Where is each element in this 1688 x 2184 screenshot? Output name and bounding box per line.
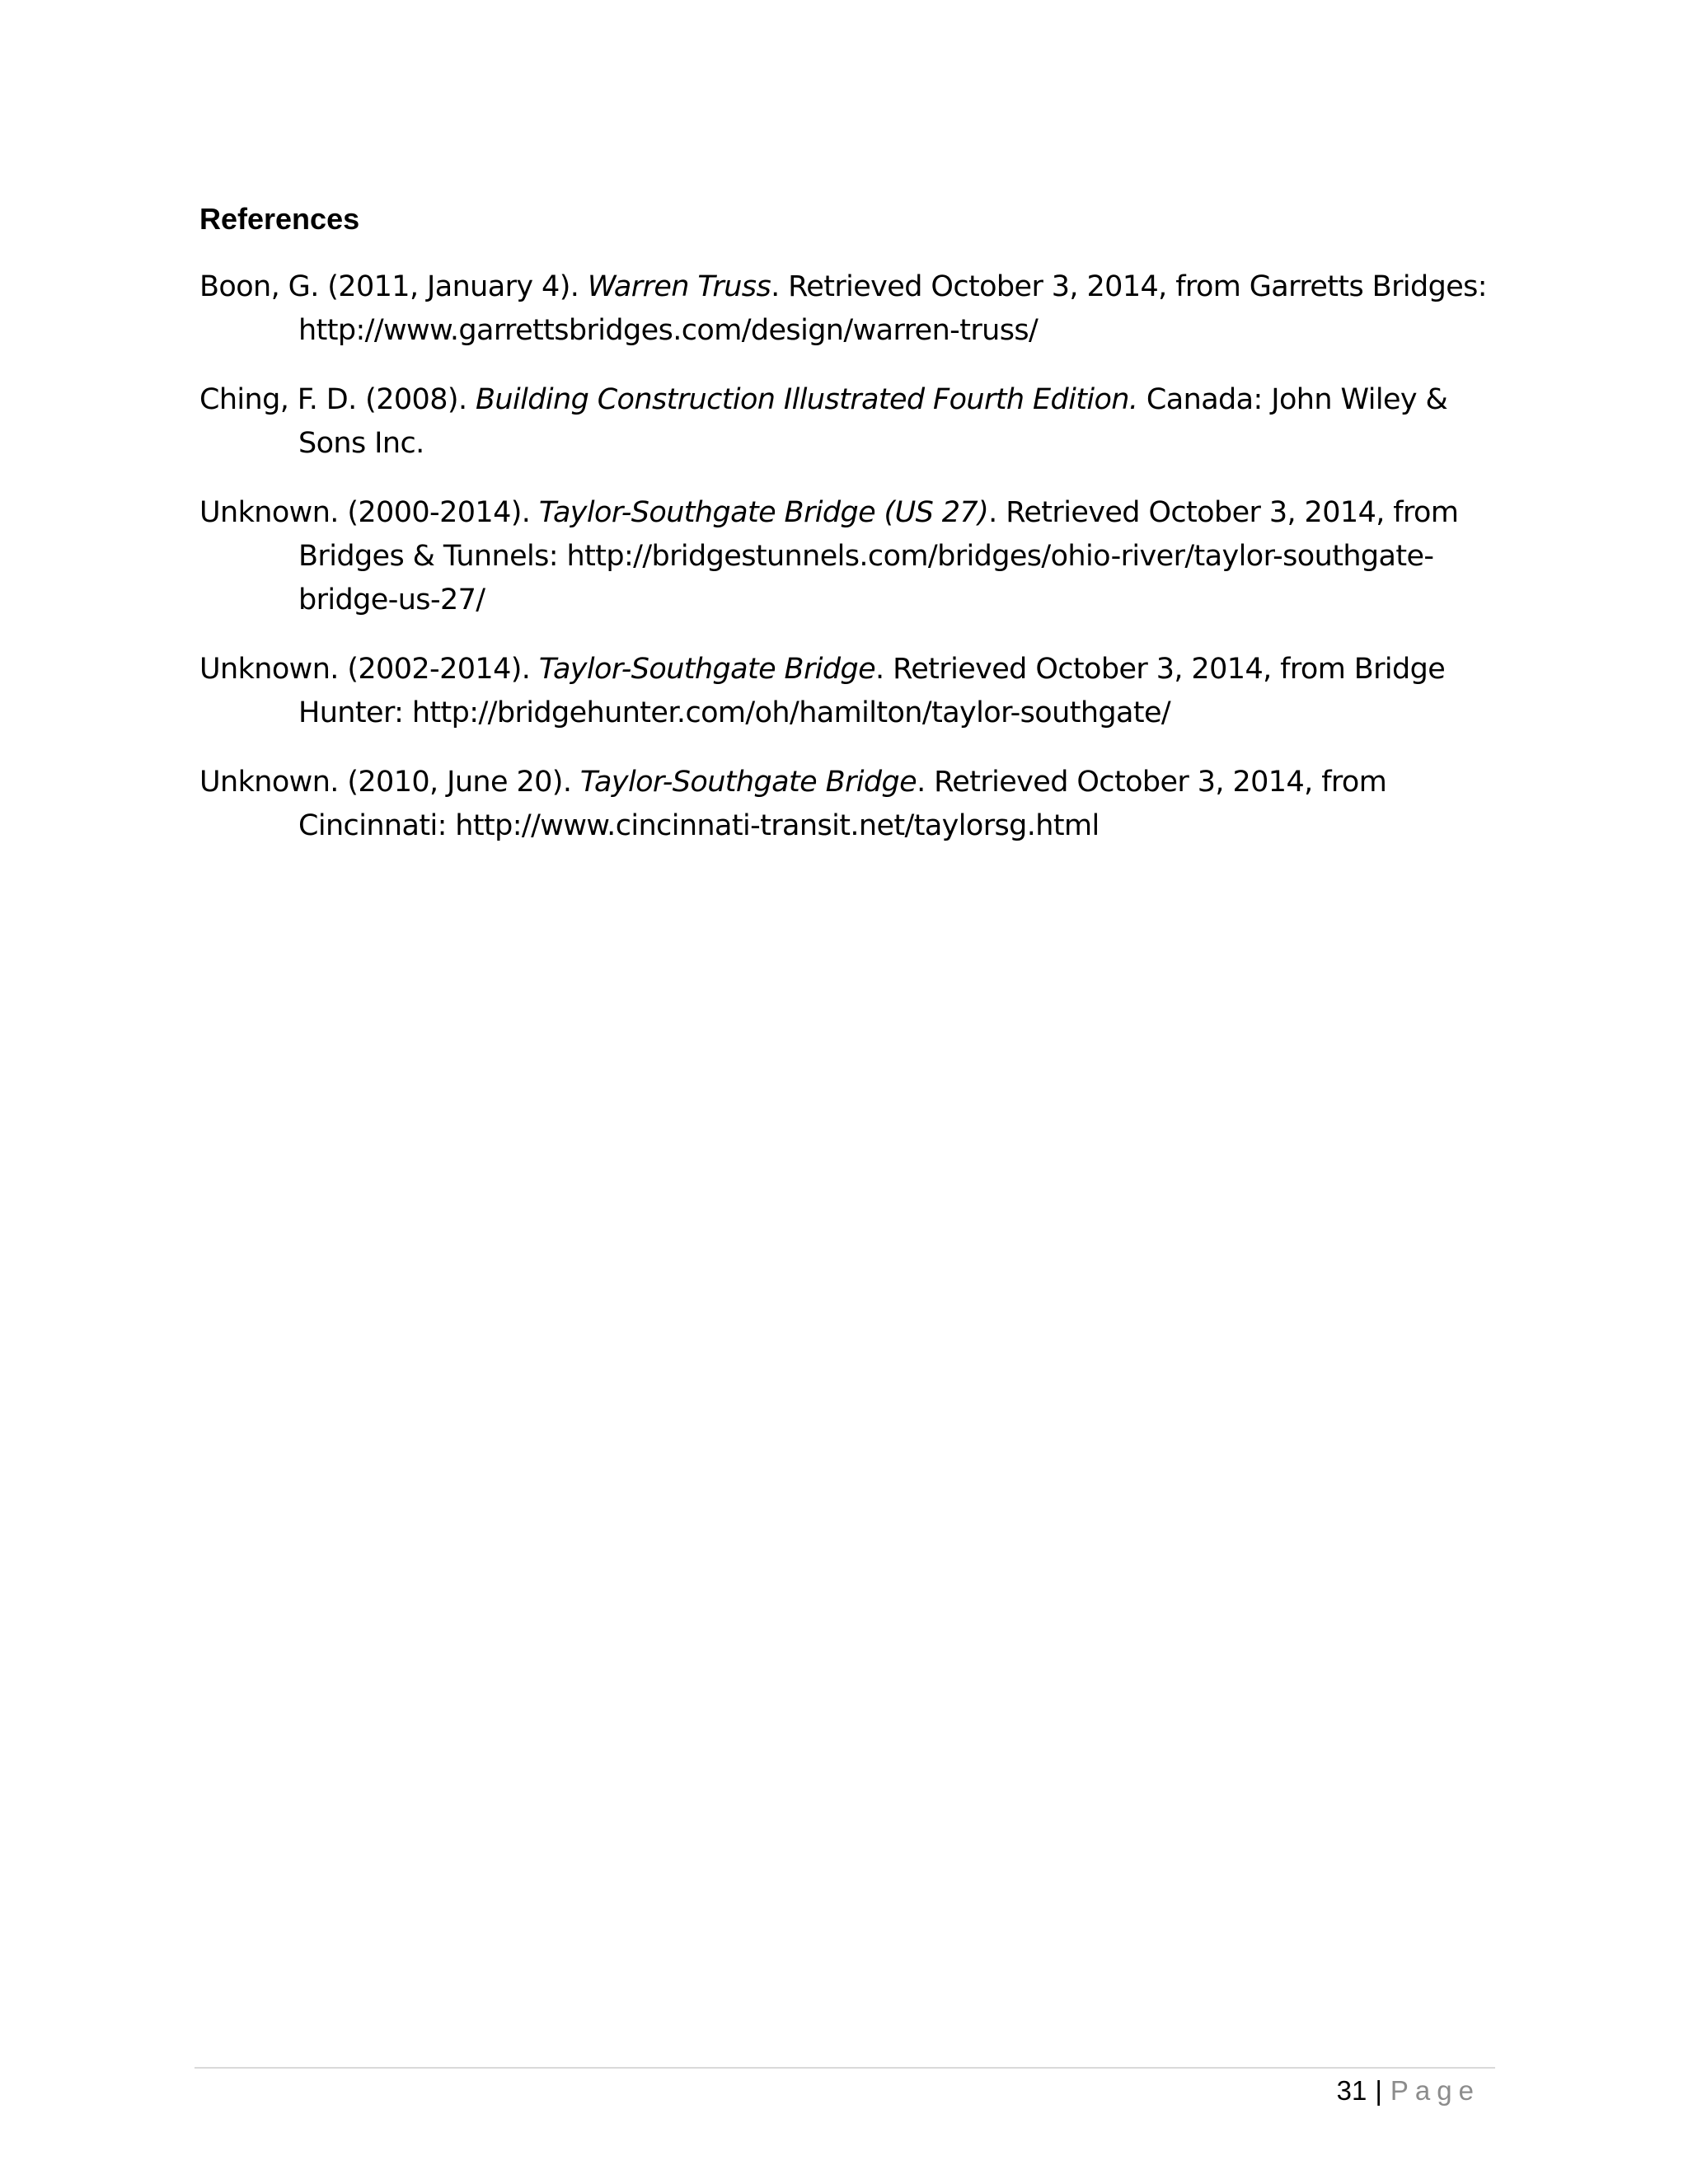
reference-author-date: Unknown. (2002-2014). xyxy=(199,653,539,686)
reference-list xyxy=(199,265,1493,874)
reference-title: Taylor-Southgate Bridge (US 27) xyxy=(538,496,989,529)
reference-source: . Retrieved October 3, 2014, from Cincinnati: http://www.cincinnati-transit.net/taylorsg.html xyxy=(298,766,1387,842)
reference-source: Canada: John Wiley & Sons Inc. xyxy=(298,383,1448,460)
reference-source: . Retrieved October 3, 2014, from Bridges & Tunnels: http://bridgestunnels.com/bridges/ohio-river/taylor-southgate-bridge-us-27/ xyxy=(298,496,1459,616)
reference-source: . Retrieved October 3, 2014, from Garretts Bridges: http://www.garrettsbridges.com/design/warren-truss/ xyxy=(298,270,1488,347)
footer-divider xyxy=(195,2067,1495,2069)
reference-title: Taylor-Southgate Bridge xyxy=(538,653,876,686)
reference-entry xyxy=(199,761,1493,848)
reference-author-date: Boon, G. (2011, January 4). xyxy=(199,270,588,303)
reference-entry xyxy=(199,648,1493,735)
reference-source: . Retrieved October 3, 2014, from Bridge Hunter: http://bridgehunter.com/oh/hamilton/taylor-southgate/ xyxy=(298,653,1446,729)
reference-title: Building Construction Illustrated Fourth Edition. xyxy=(476,383,1138,416)
reference-title: Warren Truss xyxy=(587,270,771,303)
reference-entry xyxy=(199,491,1493,622)
reference-entry xyxy=(199,378,1493,466)
page-label: Page xyxy=(1390,2075,1480,2106)
page-number: 31 xyxy=(1336,2075,1367,2106)
page-footer xyxy=(1337,2074,1480,2108)
reference-author-date: Ching, F. D. (2008). xyxy=(199,383,476,416)
reference-title: Taylor-Southgate Bridge xyxy=(579,766,917,799)
reference-author-date: Unknown. (2000-2014). xyxy=(199,496,539,529)
footer-separator: | xyxy=(1375,2075,1382,2106)
references-heading: References xyxy=(199,202,360,236)
reference-entry xyxy=(199,265,1493,353)
reference-author-date: Unknown. (2010, June 20). xyxy=(199,766,580,799)
